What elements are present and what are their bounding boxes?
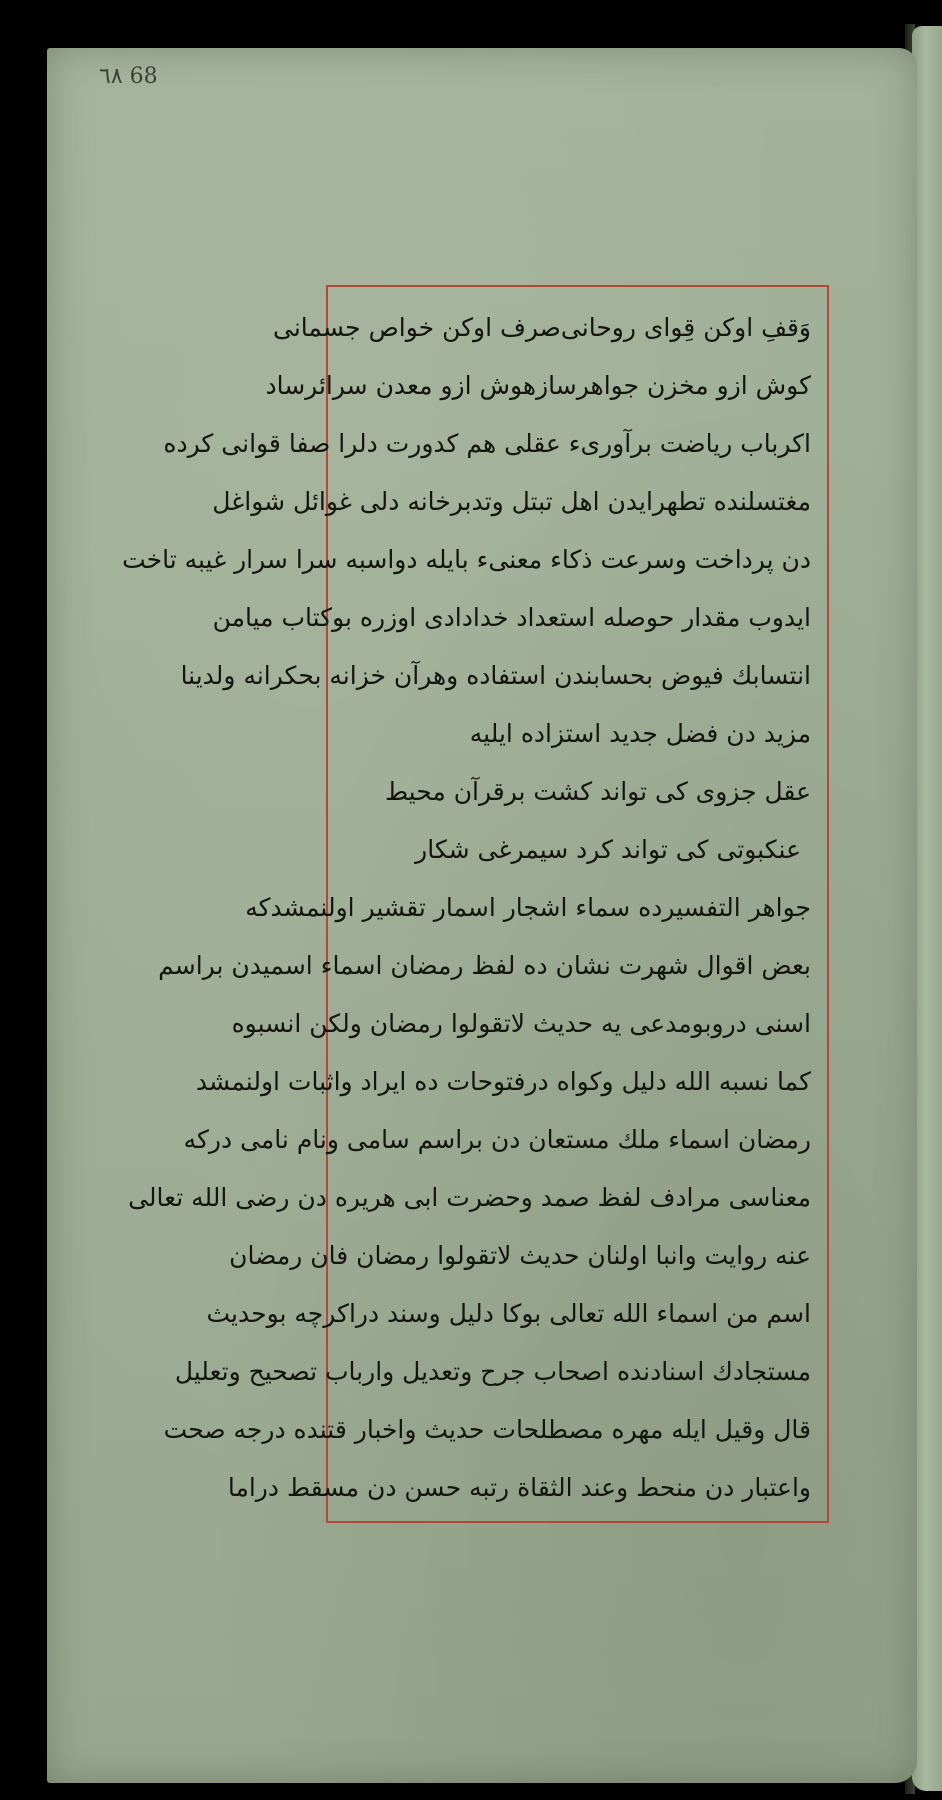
text-block	[122, 299, 811, 1509]
prose-line: دن پرداخت وسرعت ذكاء معنىء بايله دواسبه سرا سرار غيبه تاخت	[122, 545, 811, 574]
prose-line: جواهر التفسيرده سماء اشجار اسمار تقشير اولنمشدكه	[245, 893, 811, 922]
prose-line: اسنى دروبومدعى يه حديث لاتقولوا رمضان ولكن انسبوه	[231, 1009, 811, 1038]
verse-line-2	[265, 357, 811, 415]
prose-line: اكرباب رياضت برآورىء عقلى هم كدورت دلرا صفا قوانى كرده	[163, 429, 811, 458]
prose-line: مستجادك اسنادنده اصحاب جرح وتعديل وارباب تصحيح وتعليل	[174, 1357, 811, 1386]
poem-line: عقل جزوى كى تواند كشت برقرآن محيط	[384, 777, 811, 806]
verse-2-right-hemistich: كوش ازو مخزن جواهرساز	[536, 371, 811, 400]
verse-line-1	[273, 299, 811, 357]
prose-line: ايدوب مقدار حوصله استعداد خدادادى اوزره بوكتاب ميامن	[212, 603, 811, 632]
prose-line: كما نسبه الله دليل وكواه درفتوحات ده ايراد واثبات اولنمشد	[195, 1067, 811, 1096]
prose-line: عنه روايت وانبا اولنان حديث لاتقولوا رمضان فان رمضان	[229, 1241, 811, 1270]
verse-1-right-hemistich: وَقفِ اوكن قِوای روحانی	[560, 313, 811, 342]
folio-number: ٦٨ 68	[99, 64, 158, 89]
prose-line: قال وقيل ايله مهره مصطلحات حديث واخبار قتنده درجه صحت	[163, 1415, 811, 1444]
prose-line: انتسابك فيوض بحسابندن استفاده وهرآن خزانه بحكرانه ولدينا	[180, 661, 811, 690]
prose-line: رمضان اسماء ملك مستعان دن براسم سامى ونام نامى دركه	[183, 1125, 811, 1154]
prose-line: بعض اقوال شهرت نشان ده لفظ رمضان اسماء اسميدن براسم	[158, 951, 811, 980]
text-frame	[122, 285, 829, 1523]
prose-line: مزيد دن فضل جديد استزاده ايليه	[469, 719, 811, 748]
prose-line: معناسى مرادف لفظ صمد وحضرت ابى هريره دن رضى الله تعالى	[128, 1183, 811, 1212]
prose-line: واعتبار دن منحط وعند الثقاة رتبه حسن دن مسقط دراما	[227, 1473, 811, 1502]
prose-line: اسم من اسماء الله تعالى بوكا دليل وسند دراكرچه بوحديث	[206, 1299, 811, 1328]
poem-line: عنكبوتى كى تواند كرد سيمرغى شكار	[415, 835, 801, 864]
prose-line: مغتسلنده تطهرايدن اهل تبتل وتدبرخانه دلى غوائل شواغل	[212, 487, 811, 516]
verse-1-left-hemistich: صرف اوكن خواص جسمانی	[273, 313, 561, 342]
verse-2-left-hemistich: هوش ازو معدن سرائرساد	[265, 371, 537, 400]
manuscript-page	[47, 48, 917, 1783]
